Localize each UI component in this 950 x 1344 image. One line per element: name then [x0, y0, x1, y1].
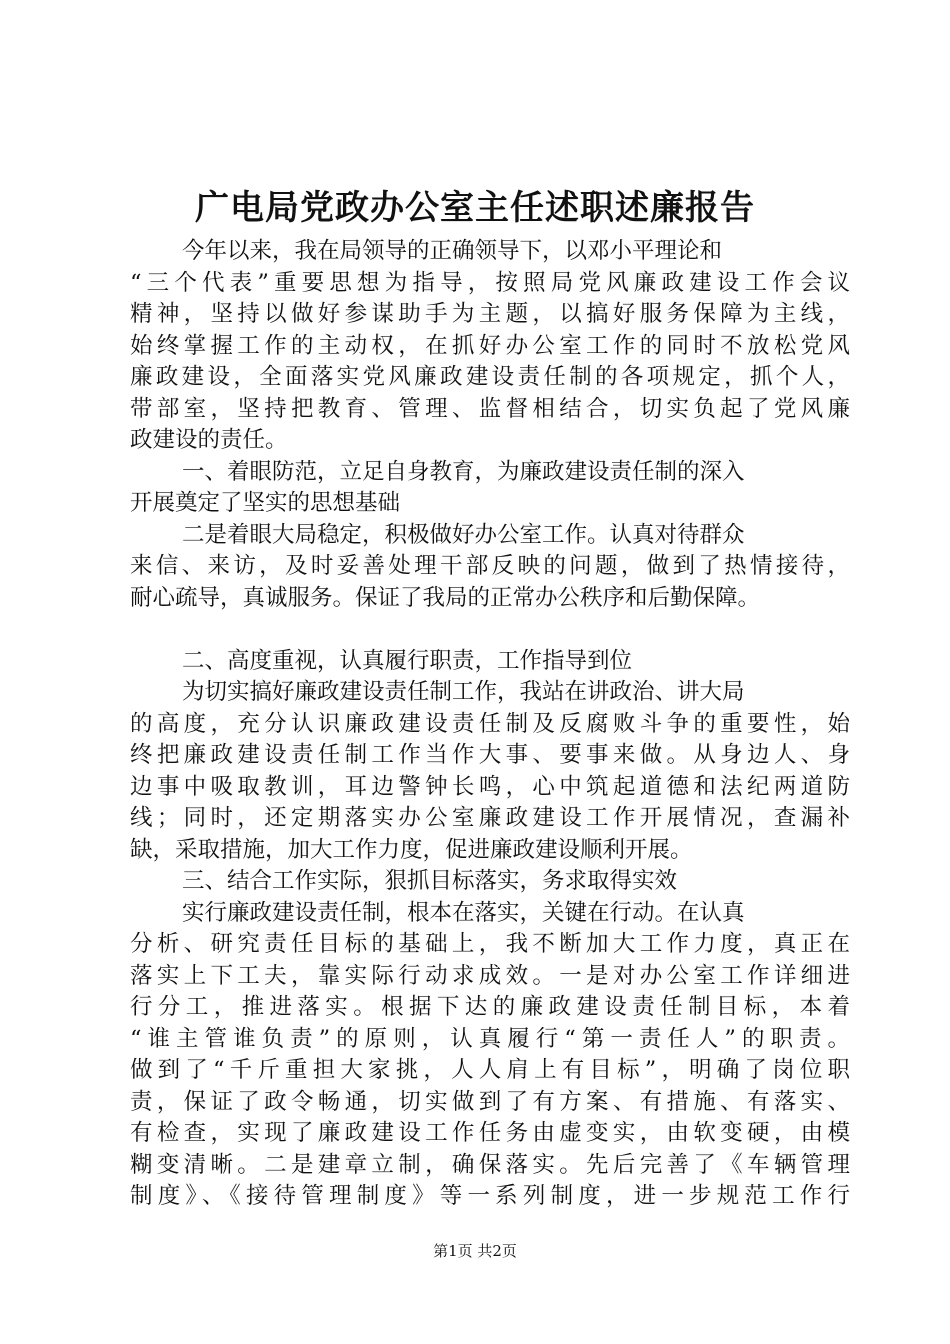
text-line: 缺，采取措施，加大工作力度，促进廉政建设顺利开展。	[130, 836, 693, 863]
text-line: 终把廉政建设责任制工作当作大事、要事来做。从身边人、身	[130, 742, 850, 768]
section-heading: 二、高度重视，认真履行职责，工作指导到位	[182, 647, 633, 674]
text-line: 线；同时，还定期落实办公室廉政建设工作开展情况，查漏补	[130, 805, 850, 831]
text-line: 始终掌握工作的主动权，在抓好办公室工作的同时不放松党风	[130, 332, 850, 359]
text-line: 行分工，推进落实。根据下达的廉政建设责任制目标，本着	[130, 994, 850, 1020]
text-line: 落实上下工夫，靠实际行动求成效。一是对办公室工作详细进	[130, 962, 850, 989]
text-line: “谁主管谁负责”的原则，认真履行“第一责任人”的职责。	[130, 1025, 850, 1052]
text-line: 制度》、《接待管理制度》等一系列制度，进一步规范工作行	[130, 1183, 850, 1209]
text-line: 实行廉政建设责任制，根本在落实，关键在行动。在认真	[182, 899, 745, 926]
text-line: 有检查，实现了廉政建设工作任务由虚变实，由软变硬，由模	[130, 1120, 850, 1146]
document-body	[130, 236, 850, 1213]
text-line: 来信、来访，及时妥善处理干部反映的问题，做到了热情接待，	[130, 553, 850, 579]
blank-line	[130, 614, 850, 646]
text-line: 责，保证了政令畅通，切实做到了有方案、有措施、有落实、	[130, 1088, 850, 1115]
text-line: 分析、研究责任目标的基础上，我不断加大工作力度，真正在	[130, 931, 850, 957]
section-heading: 三、结合工作实际，狠抓目标落实，务求取得实效	[182, 868, 678, 894]
text-line: 做到了“千斤重担大家挑，人人肩上有目标”，明确了岗位职	[130, 1057, 850, 1083]
document-title: 广电局党政办公室主任述职述廉报告	[195, 188, 755, 228]
section-heading: 一、着眼防范，立足自身教育，为廉政建设责任制的深入	[182, 458, 745, 485]
page-footer: 第1页 共2页	[433, 1242, 517, 1260]
text-line: 耐心疏导，真诚服务。保证了我局的正常办公秩序和后勤保障。	[130, 584, 761, 611]
text-line: 带部室，坚持把教育、管理、监督相结合，切实负起了党风廉	[130, 395, 850, 422]
text-line: 精神，坚持以做好参谋助手为主题，以搞好服务保障为主线，	[130, 301, 850, 327]
text-line: 二是着眼大局稳定，积极做好办公室工作。认真对待群众	[182, 521, 745, 548]
section-heading-continued: 开展奠定了坚实的思想基础	[130, 490, 401, 516]
text-line: 今年以来，我在局领导的正确领导下，以邓小平理论和	[182, 238, 723, 264]
text-line: 为切实搞好廉政建设责任制工作，我站在讲政治、讲大局	[182, 679, 745, 705]
text-line: 的高度，充分认识廉政建设责任制及反腐败斗争的重要性，始	[130, 710, 850, 737]
text-line: 糊变清晰。二是建章立制，确保落实。先后完善了《车辆管理	[130, 1151, 850, 1178]
text-line: 边事中吸取教训，耳边警钟长鸣，心中筑起道德和法纪两道防	[130, 773, 850, 800]
text-line: “三个代表”重要思想为指导，按照局党风廉政建设工作会议	[130, 269, 850, 296]
text-line: 廉政建设，全面落实党风廉政建设责任制的各项规定，抓个人，	[130, 364, 850, 390]
text-line: 政建设的责任。	[130, 427, 288, 453]
